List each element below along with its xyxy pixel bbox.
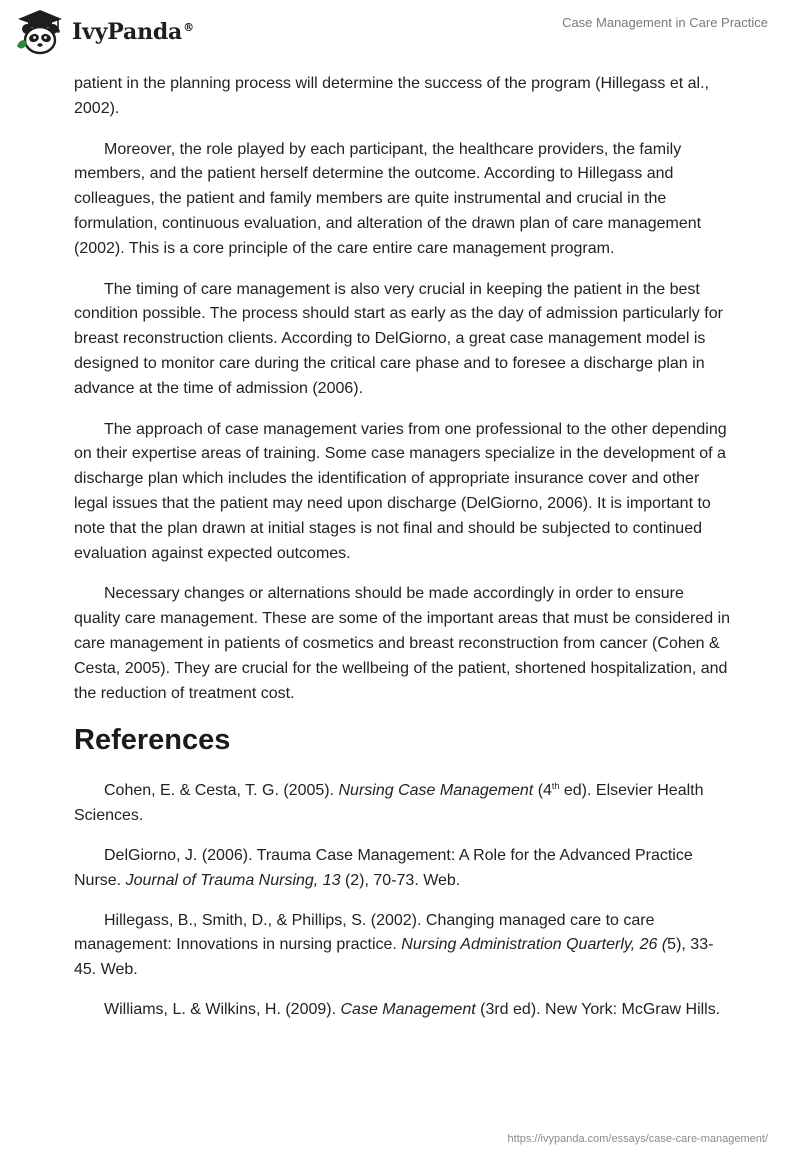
source-url-link[interactable]: https://ivypanda.com/essays/case-care-management/ (507, 1133, 768, 1145)
paragraph: Necessary changes or alternations should be made accordingly in order to ensure quality care management. These are some of the important areas that must be considered in care management in patients of cosmetics and breast reconstruction from cancer (Cohen & Cesta, 2005). They are crucial for the wellbeing of the patient, shortened hospitalization, and the reduction of treatment cost. (74, 585, 731, 702)
reference-item: Williams, L. & Wilkins, H. (2009). Case Management (3rd ed). New York: McGraw Hills. (104, 1000, 721, 1018)
reference-item: Hillegass, B., Smith, D., & Phillips, S. (2002). Changing managed care to care management: Innovations in nursing practice. Nursing Administration Quarterly, 26 (5), 33-45. Web. (74, 911, 714, 979)
essay-body (74, 72, 734, 1038)
paragraph: The approach of case management varies from one professional to the other depending on their expertise areas of training. Some case managers specialize in the development of a discharge plan which includes the identification of appropriate insurance cover and other legal issues that the patient may need upon discharge (DelGiorno, 2006). It is important to note that the plan drawn at initial stages is not final and should be subjected to continued evaluation against expected outcomes. (74, 420, 727, 562)
reference-item: Cohen, E. & Cesta, T. G. (2005). Nursing Case Management (4th ed). Elsevier Health Sciences. (74, 781, 704, 825)
reference-item: DelGiorno, J. (2006). Trauma Case Management: A Role for the Advanced Practice Nurse. Journal of Trauma Nursing, 13 (2), 70-73. Web. (74, 846, 693, 889)
ivypanda-logo[interactable] (14, 8, 194, 56)
page-header (0, 0, 800, 66)
document-title: Case Management in Care Practice (562, 15, 768, 30)
references-heading: References (74, 724, 231, 757)
paragraph-continued: patient in the planning process will determine the success of the program (Hillegass et al., 2002). (74, 75, 709, 117)
logo-text: IvyPanda® (72, 19, 194, 45)
paragraph: Moreover, the role played by each participant, the healthcare providers, the family members, and the patient herself determine the outcome. According to Hillegass and colleagues, the patient and family members are quite instrumental and crucial in the formulation, continuous evaluation, and alteration of the drawn plan of care management (2002). This is a core principle of the care entire care management program. (74, 140, 702, 257)
paragraph: The timing of care management is also very crucial in keeping the patient in the best condition possible. The process should start as early as the day of admission particularly for breast reconstruction clients. According to DelGiorno, a great case management model is designed to monitor care during the critical care phase and to foresee a discharge plan in advance at the time of admission (2006). (74, 280, 723, 397)
panda-graduate-icon (14, 8, 66, 56)
